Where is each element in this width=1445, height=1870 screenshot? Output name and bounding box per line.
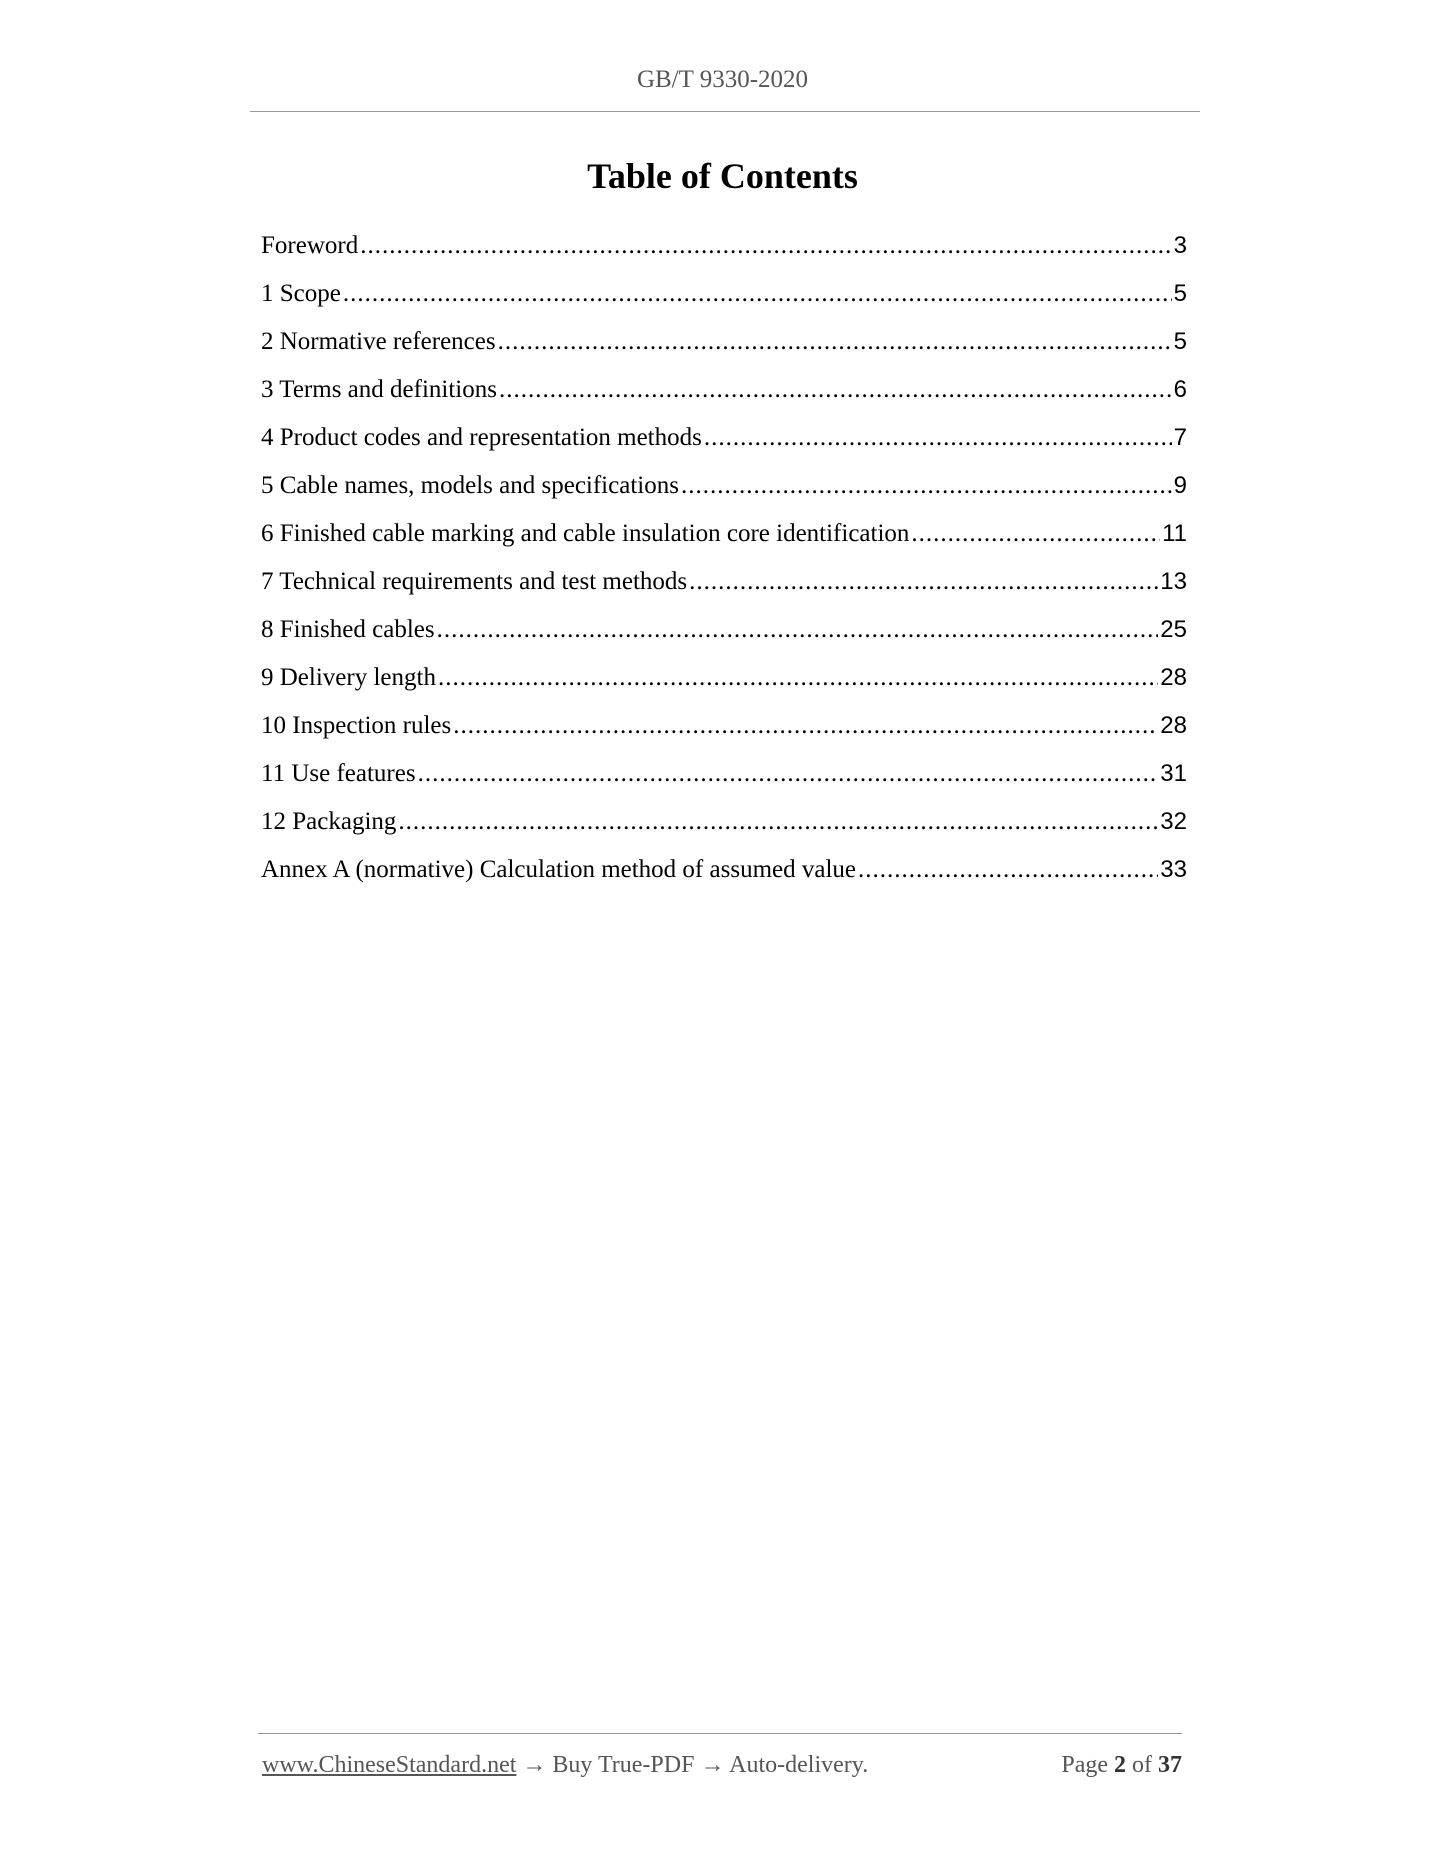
current-page-number: 2 — [1114, 1752, 1126, 1778]
document-id-header: GB/T 9330-2020 — [636, 66, 809, 93]
toc-entry-label: 2 Normative references — [261, 328, 496, 355]
toc-entry-page: 7 — [1173, 424, 1187, 451]
toc-entry-page: 11 — [1162, 520, 1187, 547]
toc-dot-leader — [398, 798, 1158, 846]
toc-entry-page: 25 — [1160, 616, 1187, 643]
arrow-right-icon: → — [700, 1752, 725, 1778]
toc-entry-label: 9 Delivery length — [261, 664, 436, 691]
footer-divider — [258, 1733, 1182, 1734]
toc-dot-leader — [418, 750, 1159, 798]
toc-entry-label: 4 Product codes and representation methods — [261, 424, 702, 451]
page-of-word: of — [1132, 1752, 1152, 1778]
toc-entry-page: 32 — [1160, 808, 1187, 835]
toc-entry-finished-cables[interactable] — [261, 606, 1187, 654]
toc-entry-label: Foreword — [261, 232, 359, 259]
delivery-text: Auto-delivery. — [729, 1752, 869, 1778]
page-word: Page — [1061, 1752, 1108, 1778]
arrow-right-icon: → — [522, 1752, 547, 1778]
toc-entry-technical-requirements[interactable] — [261, 558, 1187, 606]
header-divider — [250, 111, 1200, 112]
toc-dot-leader — [681, 462, 1172, 510]
toc-entry-label: 5 Cable names, models and specifications — [261, 472, 679, 499]
toc-entry-page: 31 — [1160, 760, 1187, 787]
toc-dot-leader — [498, 318, 1172, 366]
toc-entry-page: 6 — [1173, 376, 1187, 403]
toc-dot-leader — [499, 366, 1172, 414]
toc-dot-leader — [858, 846, 1158, 894]
toc-entry-scope[interactable] — [261, 270, 1187, 318]
toc-entry-cable-names[interactable] — [261, 462, 1187, 510]
toc-entry-page: 28 — [1160, 712, 1187, 739]
toc-entry-page: 33 — [1160, 856, 1187, 883]
toc-entry-inspection-rules[interactable] — [261, 702, 1187, 750]
toc-dot-leader — [360, 222, 1171, 270]
total-page-count: 37 — [1158, 1752, 1182, 1778]
toc-dot-leader — [343, 270, 1172, 318]
toc-dot-leader — [911, 510, 1160, 558]
toc-dot-leader — [453, 702, 1158, 750]
toc-dot-leader — [438, 654, 1158, 702]
toc-entry-label: 10 Inspection rules — [261, 712, 452, 739]
toc-entry-page: 5 — [1173, 328, 1187, 355]
toc-entry-page: 9 — [1173, 472, 1187, 499]
toc-dot-leader — [689, 558, 1158, 606]
toc-entry-label: Annex A (normative) Calculation method of assumed value — [261, 856, 856, 883]
toc-entry-page: 28 — [1160, 664, 1187, 691]
page-title: Table of Contents — [587, 156, 858, 196]
toc-entry-page: 3 — [1173, 232, 1187, 259]
toc-entry-annex-a[interactable] — [261, 846, 1187, 894]
toc-entry-page: 13 — [1160, 568, 1187, 595]
toc-entry-foreword[interactable] — [261, 222, 1187, 270]
footer-promo — [262, 1752, 868, 1779]
page-number-indicator — [1061, 1752, 1182, 1779]
toc-dot-leader — [437, 606, 1159, 654]
toc-entry-label: 12 Packaging — [261, 808, 397, 835]
toc-entry-use-features[interactable] — [261, 750, 1187, 798]
toc-entry-normative-references[interactable] — [261, 318, 1187, 366]
toc-entry-label: 7 Technical requirements and test methods — [261, 568, 688, 595]
website-link[interactable]: www.ChineseStandard.net — [262, 1752, 517, 1778]
toc-entry-terms-and-definitions[interactable] — [261, 366, 1187, 414]
toc-entry-label: 1 Scope — [261, 280, 341, 307]
toc-entry-label: 3 Terms and definitions — [261, 376, 497, 403]
toc-entry-label: 6 Finished cable marking and cable insulation core identification — [261, 520, 910, 547]
buy-text: Buy True-PDF — [552, 1752, 695, 1778]
toc-entry-cable-marking[interactable] — [261, 510, 1187, 558]
toc-entry-packaging[interactable] — [261, 798, 1187, 846]
toc-entry-label: 11 Use features — [261, 760, 416, 787]
toc-dot-leader — [704, 414, 1172, 462]
toc-entry-product-codes[interactable] — [261, 414, 1187, 462]
page-footer — [262, 1752, 1182, 1779]
toc-entry-page: 5 — [1173, 280, 1187, 307]
toc-list — [261, 222, 1187, 894]
toc-entry-label: 8 Finished cables — [261, 616, 435, 643]
toc-entry-delivery-length[interactable] — [261, 654, 1187, 702]
